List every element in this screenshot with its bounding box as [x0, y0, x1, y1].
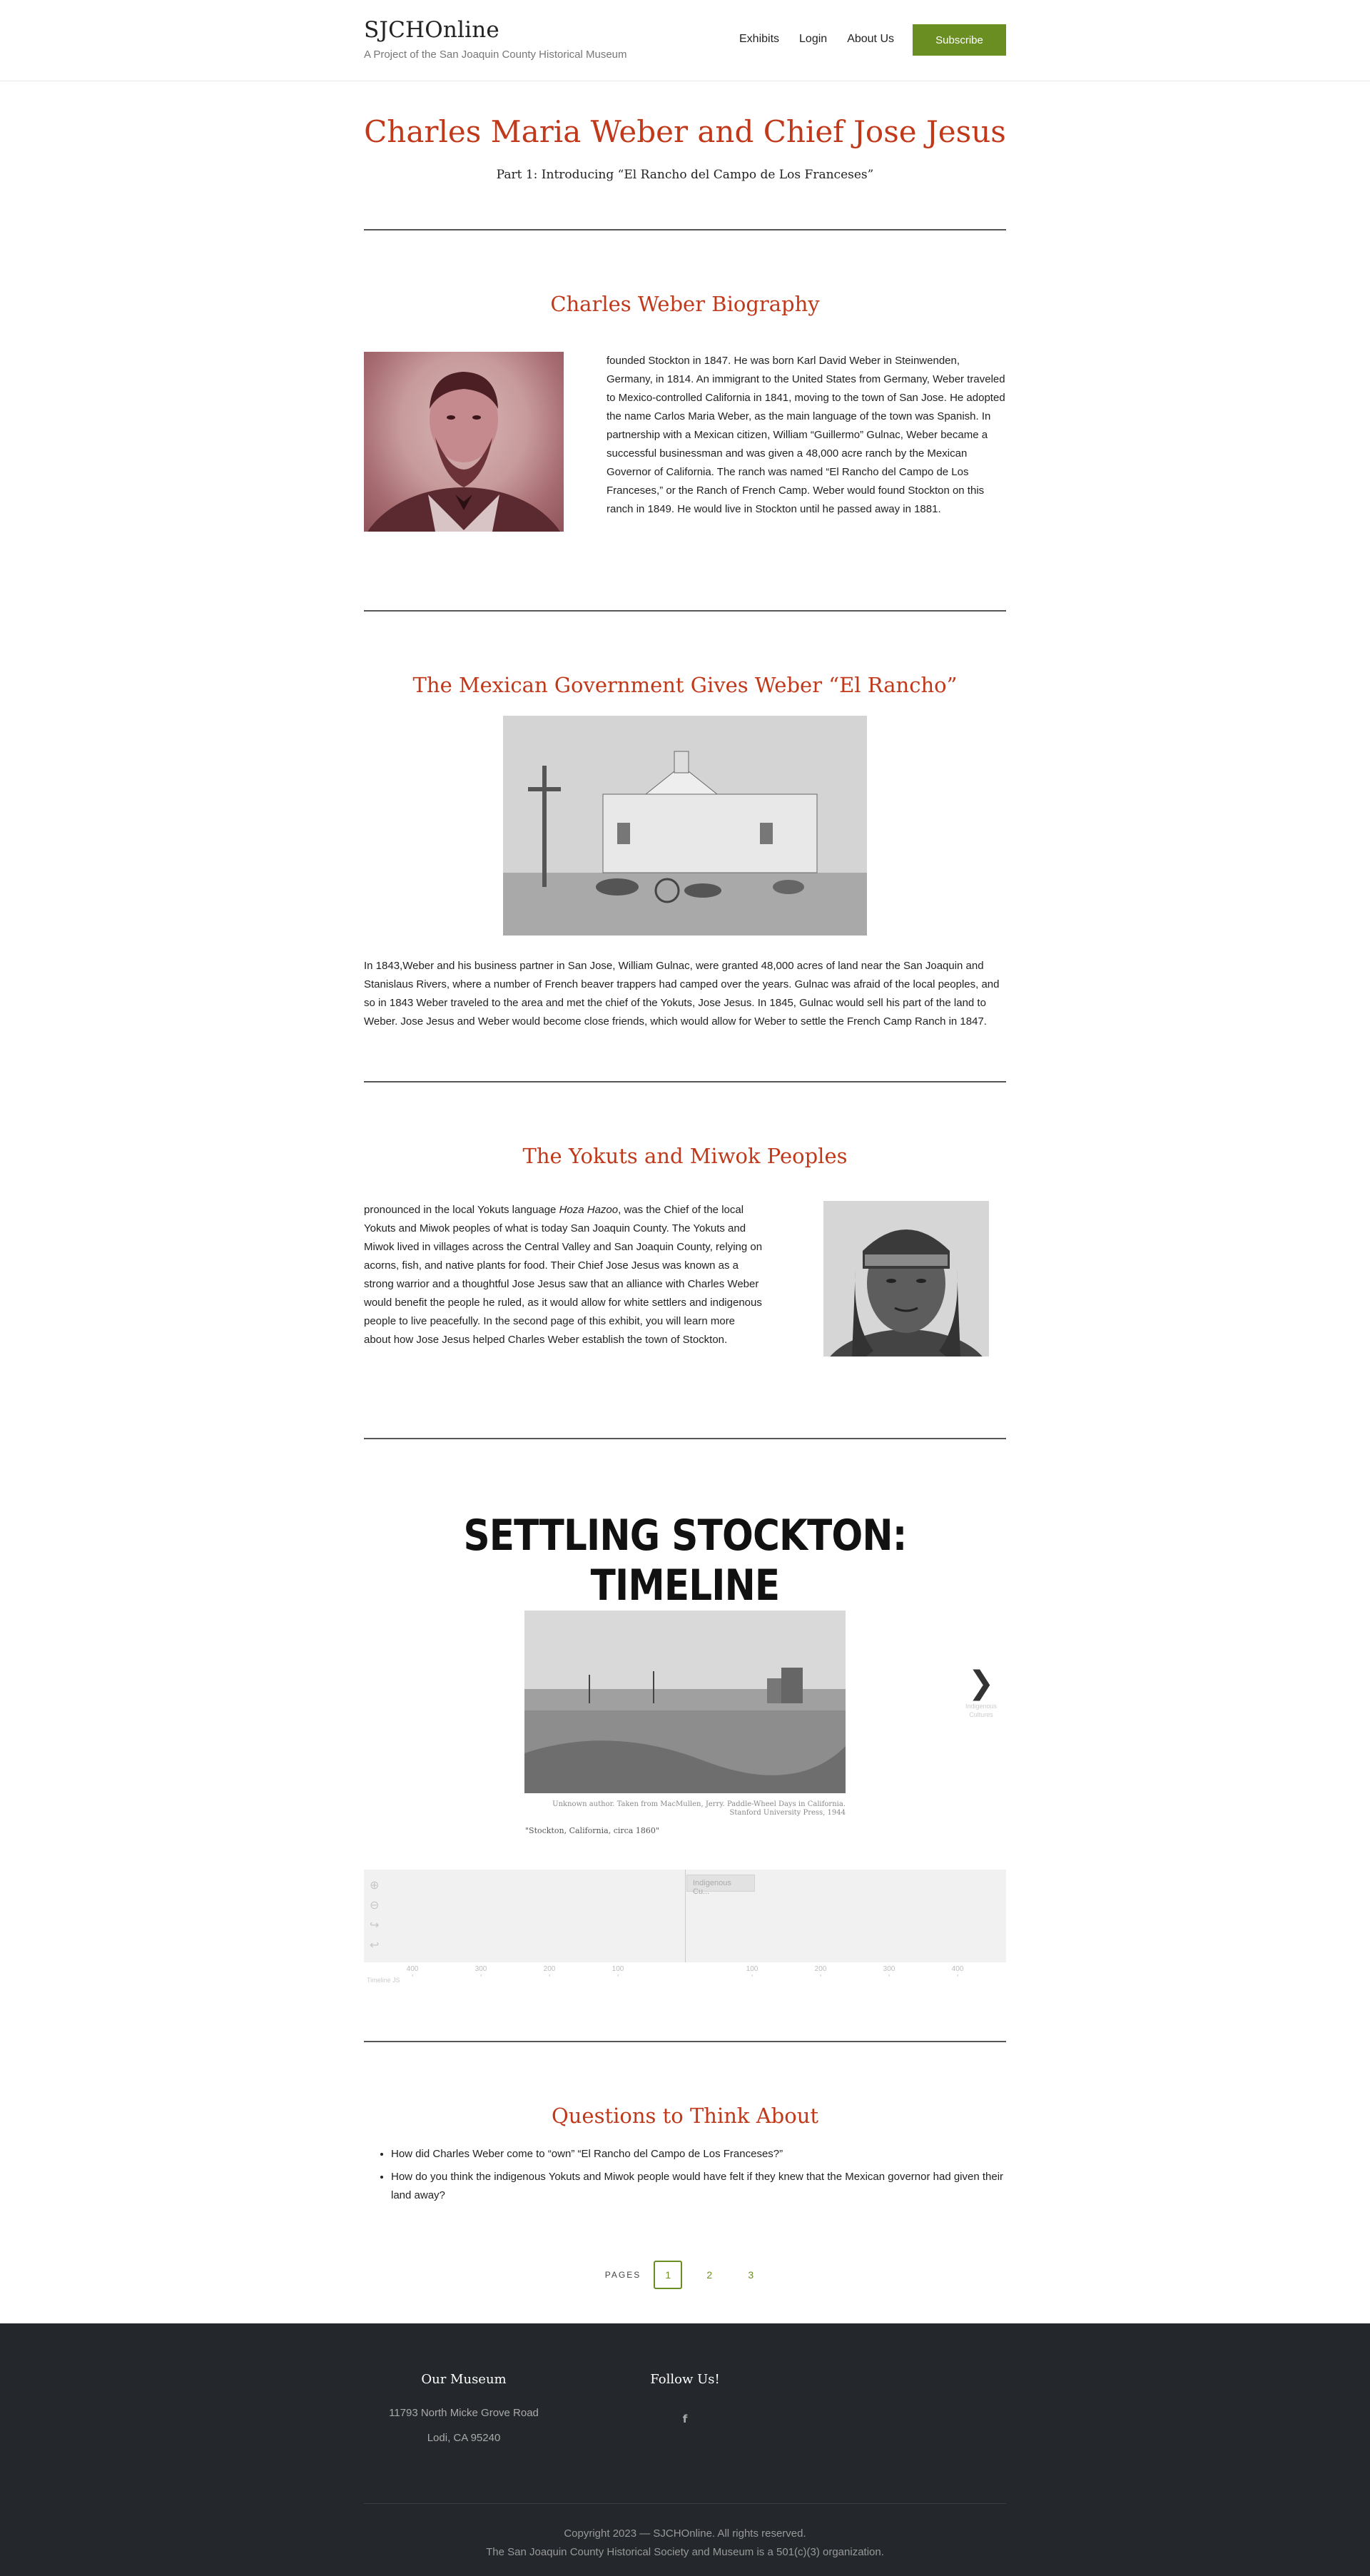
back-icon[interactable]: ↩ — [370, 1939, 380, 1952]
main-content — [364, 114, 1006, 2289]
yokuts-title: The Yokuts and Miwok Peoples — [522, 1144, 848, 1168]
yokuts-text — [364, 1201, 763, 1357]
timeline-axis — [364, 1962, 1006, 1985]
timeline-tick: 200 — [544, 1965, 556, 1977]
footer-copyright: Copyright 2023 — SJCHOnline. All rights reserved. — [564, 2527, 806, 2540]
section-divider — [364, 1438, 1006, 1439]
timeline-tick: 400 — [407, 1965, 419, 1977]
timeline-next-button[interactable] — [956, 1665, 1006, 1719]
timeline-tick: 100 — [746, 1965, 758, 1977]
page-link-3[interactable]: 3 — [748, 2269, 754, 2281]
page-link-1[interactable]: 1 — [654, 2261, 682, 2289]
timeline-tick: 300 — [883, 1965, 895, 1977]
chief-jose-jesus-portrait — [823, 1201, 989, 1357]
zoom-in-icon[interactable]: ⊕ — [370, 1880, 380, 1892]
nav-login[interactable]: Login — [799, 33, 828, 45]
rancho-title: The Mexican Government Gives Weber “El Rancho” — [412, 673, 958, 697]
yokuts-text-part: pronounced in the local Yokuts language — [364, 1204, 559, 1216]
nav-about-us[interactable]: About Us — [847, 33, 894, 45]
footer-divider — [364, 2503, 1006, 2504]
facebook-icon[interactable]: f — [682, 2413, 688, 2425]
timeline-tick: 100 — [612, 1965, 624, 1977]
biography-block — [364, 352, 1006, 532]
timeline-widget — [364, 1511, 1006, 1985]
timeline-navigator[interactable] — [364, 1870, 1006, 1962]
question-item: • How do you think the indigenous Yokuts and Miwok people would have felt if they knew that the Mexican governor had given their land away? — [391, 2168, 1006, 2205]
yokuts-block — [364, 1201, 1006, 1357]
section-divider — [364, 229, 1006, 230]
site-title[interactable]: SJCHOnline — [364, 17, 499, 43]
page-subtitle: Part 1: Introducing “El Rancho del Campo de Los Franceses” — [496, 168, 874, 182]
chevron-right-icon: ❯ — [968, 1665, 995, 1700]
page-link-2[interactable]: 2 — [706, 2269, 713, 2281]
section-divider — [364, 610, 1006, 612]
questions-title: Questions to Think About — [551, 2104, 819, 2128]
yokuts-name-italic: Hoza Hazoo — [559, 1204, 619, 1216]
section-divider — [364, 1081, 1006, 1082]
site-header — [0, 0, 1370, 81]
timeline-tools — [370, 1878, 384, 1952]
questions-list — [391, 2145, 1006, 2205]
pagination — [364, 2261, 1006, 2289]
pagination-label: PAGES — [604, 2270, 641, 2280]
site-footer — [0, 2323, 1370, 2576]
footer-copyright-block — [0, 2525, 1370, 2562]
footer-museum — [378, 2372, 549, 2444]
zoom-out-icon[interactable]: ⊖ — [370, 1900, 380, 1912]
timeline-tick: 200 — [815, 1965, 827, 1977]
timeline-next-label: Indigenous Cultures — [965, 1703, 998, 1718]
footer-museum-heading: Our Museum — [421, 2372, 507, 2387]
question-item: • How did Charles Weber come to “own” “El Rancho del Campo de Los Franceses?” — [391, 2145, 1006, 2164]
main-nav — [739, 33, 894, 46]
timeline-image-credit: Unknown author. Taken from MacMullen, Jerry. Paddle-Wheel Days in California. Stanford University Press, 1944 — [552, 1800, 846, 1817]
footer-follow — [628, 2372, 742, 2430]
timeline-event-marker[interactable]: Indigenous Cu... — [686, 1875, 755, 1892]
timeline-image-caption: "Stockton, California, circa 1860" — [525, 1826, 659, 1835]
brand — [364, 17, 627, 61]
site-tagline: A Project of the San Joaquin County Historical Museum — [364, 49, 627, 61]
timeline-current-marker — [685, 1870, 686, 1962]
nav-exhibits[interactable]: Exhibits — [739, 33, 780, 45]
yokuts-text-part: , was the Chief of the local Yokuts and Miwok peoples of what is today San Joaquin County. The Yokuts and Miwok lived in villages across the Central Valley and San Joaquin County, relying on acorns, fish, and native plants for food. Their Chief Jose Jesus was known as a strong warrior and a thoughtful Jose Jesus saw that an alliance with Charles Weber would benefit the people he ruled, as it would allow for white settlers and indigenous people to live peacefully. In the second page of this exhibit, you will learn more about how Jose Jesus helped Charles Weber establish the town of Stockton. — [364, 1204, 763, 1346]
timeline-tick: 400 — [952, 1965, 964, 1977]
timeline-brand[interactable]: Timeline JS — [367, 1977, 400, 1984]
page-title: Charles Maria Weber and Chief Jose Jesus — [364, 114, 1006, 149]
footer-follow-heading: Follow Us! — [650, 2372, 720, 2387]
footer-address-line1: 11793 North Micke Grove Road — [389, 2407, 539, 2419]
biography-text: founded Stockton in 1847. He was born Karl David Weber in Steinwenden, Germany, in 1814. An immigrant to the United States from Germany, Weber traveled to Mexico-controlled California in 1841, moving to the town of San Jose. He adopted the name Carlos Maria Weber, as the main language of the town was Spanish. In partnership with a Mexican citizen, William “Guillermo” Gulnac, Weber became a successful businessman and was given a 48,000 acre ranch by the Mexican Governor of California. The ranch was named “El Rancho del Campo de Los Franceses,” or the Ranch of French Camp. Weber would found Stockton on this ranch in 1849. He would live in Stockton until he passed away in 1881. — [607, 355, 1005, 515]
forward-icon[interactable]: ↪ — [370, 1920, 380, 1932]
timeline-slide-image — [524, 1611, 846, 1793]
timeline-heading: SETTLING STOCKTON: TIMELINE — [463, 1511, 907, 1611]
mission-illustration — [503, 716, 867, 935]
biography-title: Charles Weber Biography — [550, 292, 820, 316]
footer-org-note: The San Joaquin County Historical Society and Museum is a 501(c)(3) organization. — [486, 2546, 884, 2558]
footer-address-line2: Lodi, CA 95240 — [427, 2432, 501, 2444]
rancho-text: In 1843,Weber and his business partner in San Jose, William Gulnac, were granted 48,000 acres of land near the San Joaquin and Stanislaus Rivers, where a number of French beaver trappers had camped over the years. Gulnac was afraid of the local peoples, and so in 1843 Weber traveled to the area and met the chief of the Yokuts, Jose Jesus. In 1845, Gulnac would sell his part of the land to Weber. Jose Jesus and Weber would become close friends, which would allow for Weber to settle the French Camp Ranch in 1847. — [364, 960, 1000, 1028]
subscribe-button[interactable]: Subscribe — [913, 24, 1006, 56]
charles-weber-portrait — [364, 352, 564, 532]
timeline-tick: 300 — [475, 1965, 487, 1977]
section-divider — [364, 2041, 1006, 2042]
